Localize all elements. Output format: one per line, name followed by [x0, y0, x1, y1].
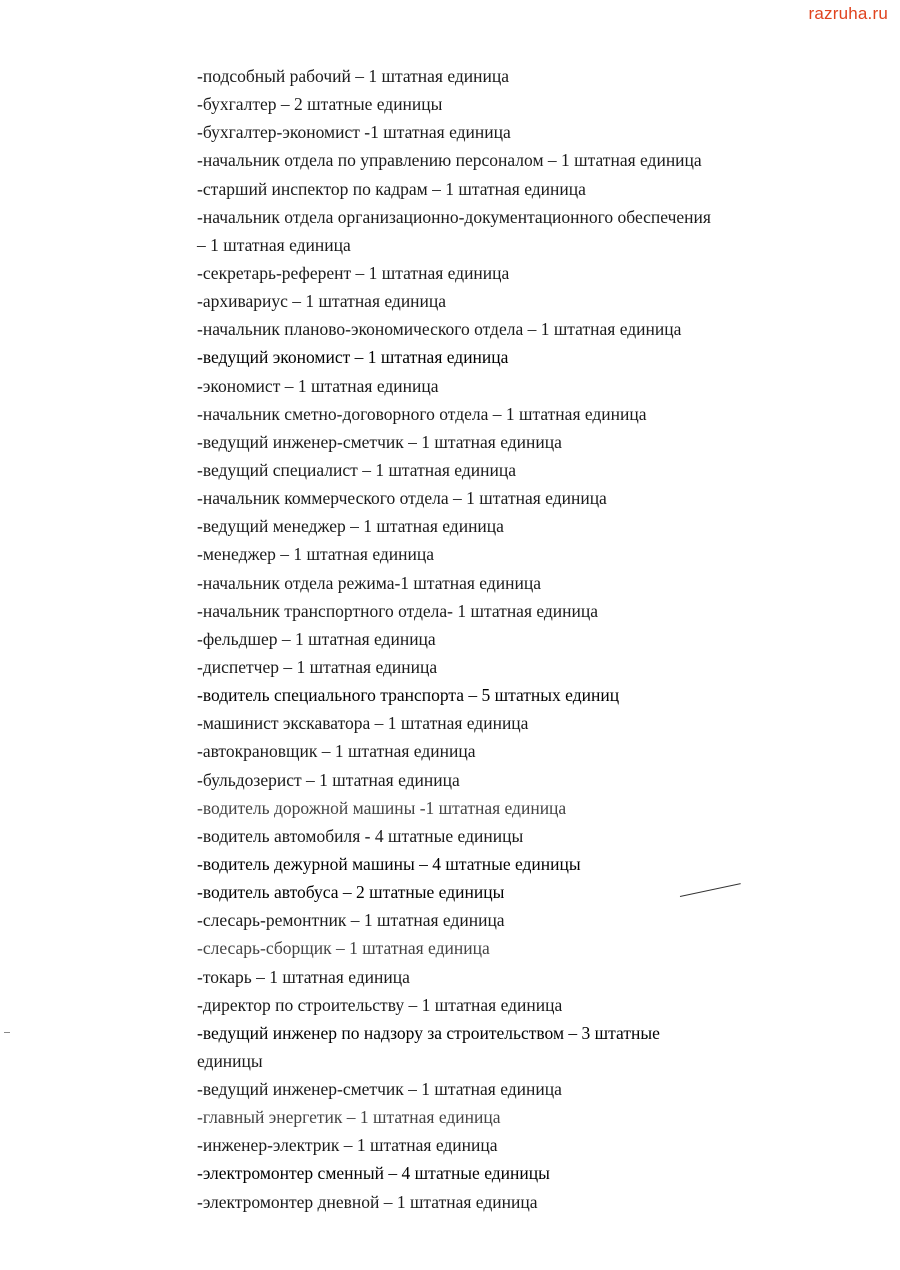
list-item: -начальник планово-экономического отдела – 1 штатная единица	[197, 319, 682, 340]
list-item: -главный энергетик – 1 штатная единица	[197, 1107, 501, 1128]
list-item: -бульдозерист – 1 штатная единица	[197, 769, 460, 790]
list-item: -водитель автобуса – 2 штатные единицы	[197, 882, 505, 903]
list-item: -начальник отдела по управлению персоналом – 1 штатная единица	[197, 150, 702, 171]
list-item: -ведущий менеджер – 1 штатная единица	[197, 516, 504, 537]
list-item-continuation: единицы	[197, 1050, 263, 1071]
list-item: -диспетчер – 1 штатная единица	[197, 656, 438, 677]
list-item: -электромонтер дневной – 1 штатная единица	[197, 1191, 538, 1212]
list-item: -водитель специального транспорта – 5 штатных единиц	[197, 685, 620, 706]
list-item: -старший инспектор по кадрам – 1 штатная единица	[197, 178, 586, 199]
list-item: -машинист экскаватора – 1 штатная единица	[197, 713, 529, 734]
list-item: -экономист – 1 штатная единица	[197, 375, 439, 396]
list-item: -ведущий инженер по надзору за строительством – 3 штатные	[197, 1022, 660, 1043]
list-item: -директор по строительству – 1 штатная единица	[197, 994, 563, 1015]
list-item: -начальник коммерческого отдела – 1 штатная единица	[197, 488, 607, 509]
list-item: -водитель дорожной машины -1 штатная единица	[197, 797, 567, 818]
list-item: -ведущий инженер-сметчик – 1 штатная единица	[197, 1079, 562, 1100]
list-item: -менеджер – 1 штатная единица	[197, 544, 435, 565]
list-item: -бухгалтер – 2 штатные единицы	[197, 94, 443, 115]
list-item: -начальник транспортного отдела- 1 штатная единица	[197, 600, 599, 621]
list-item: -автокрановщик – 1 штатная единица	[197, 741, 476, 762]
list-item: -начальник отдела режима-1 штатная единица	[197, 572, 541, 593]
list-item: -ведущий специалист – 1 штатная единица	[197, 459, 516, 480]
site-watermark: razruha.ru	[808, 4, 888, 23]
staff-positions-list	[197, 62, 837, 1216]
list-item: -водитель дежурной машины – 4 штатные единицы	[197, 853, 581, 874]
list-item: -подсобный рабочий – 1 штатная единица	[197, 66, 510, 86]
list-item: -секретарь-референт – 1 штатная единица	[197, 262, 510, 283]
list-item-continuation: – 1 штатная единица	[197, 234, 351, 255]
scan-margin-mark	[4, 1032, 10, 1033]
list-item: -ведущий инженер-сметчик – 1 штатная единица	[197, 431, 562, 452]
list-item: -водитель автомобиля - 4 штатные единицы	[197, 825, 524, 846]
list-item: -фельдшер – 1 штатная единица	[197, 628, 436, 649]
list-item: -токарь – 1 штатная единица	[197, 966, 410, 987]
list-item: -слесарь-ремонтник – 1 штатная единица	[197, 910, 505, 931]
list-item: -архивариус – 1 штатная единица	[197, 291, 447, 312]
list-item: -слесарь-сборщик – 1 штатная единица	[197, 938, 490, 959]
list-item: -электромонтер сменный – 4 штатные единицы	[197, 1163, 550, 1184]
list-item: -инженер-электрик – 1 штатная единица	[197, 1135, 498, 1156]
list-item: -бухгалтер-экономист -1 штатная единица	[197, 122, 511, 143]
list-item: -начальник отдела организационно-документационного обеспечения	[197, 206, 711, 227]
list-item: -начальник сметно-договорного отдела – 1 штатная единица	[197, 403, 647, 424]
list-item: -ведущий экономист – 1 штатная единица	[197, 347, 509, 368]
